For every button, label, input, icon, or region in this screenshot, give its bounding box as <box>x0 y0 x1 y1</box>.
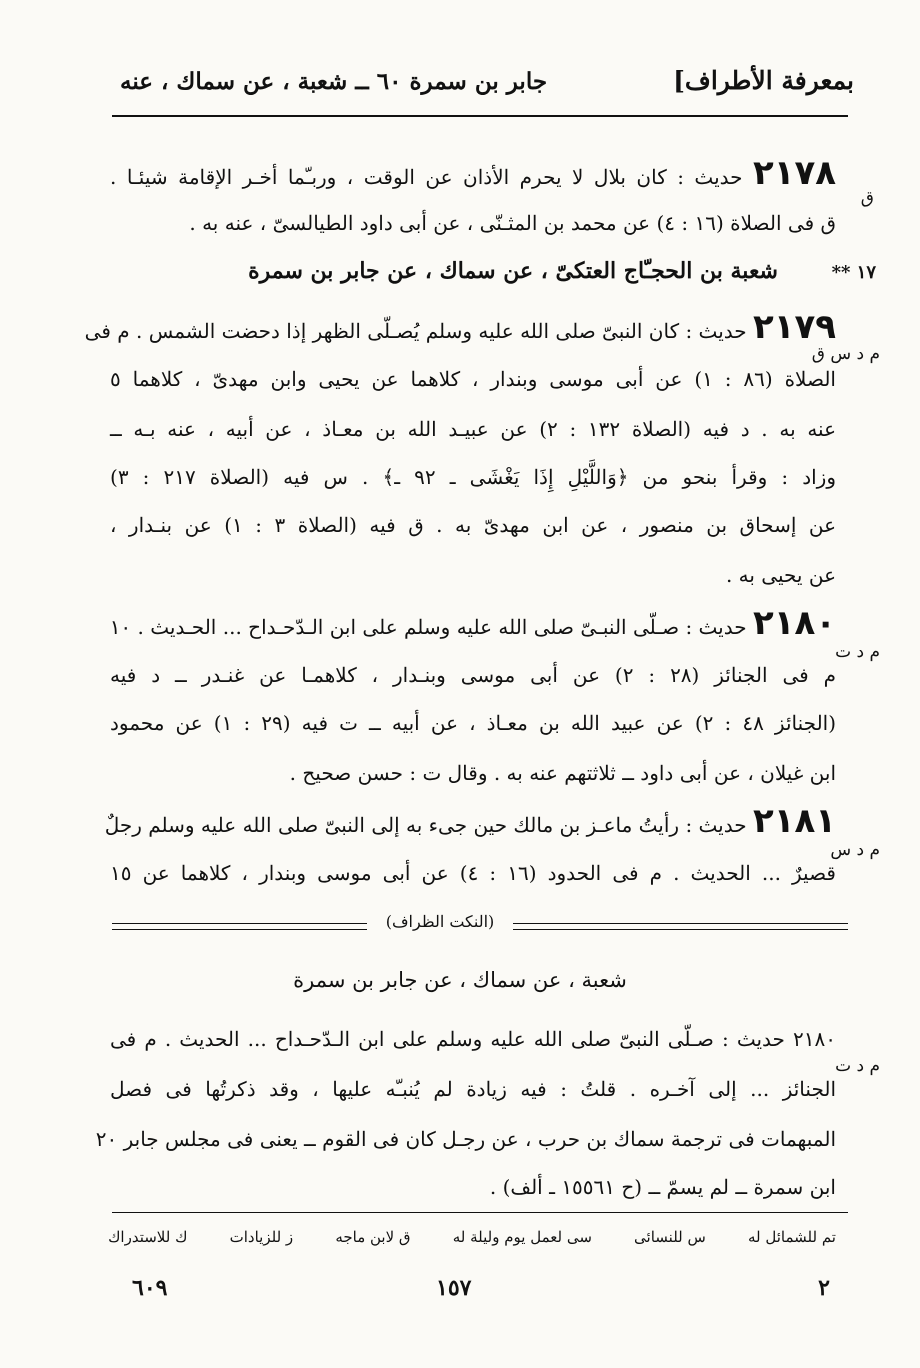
hadith-2181-sigla: م د س <box>830 840 880 860</box>
hadith-2178-sigla: ق <box>860 188 874 208</box>
hadith-2180-line-2: م فى الجنائز (٢٨ : ٢) عن أبى موسى وبنـدار ، كلاهمـا عن غنـدر ــ د فيه <box>110 663 837 687</box>
hadith-number: ٢١٨١ <box>752 801 836 841</box>
header-book-title: بمعرفة الأطراف] <box>673 66 854 95</box>
hadith-2179-sigla: م د س ق <box>811 344 880 364</box>
hadith-text: حديث : رأيتُ ماعـز بن مالك حين جىء به إلى النبىّ صلى الله عليه وسلم رجلٌ <box>104 813 747 837</box>
hadith-text: حديث : كان النبىّ صلى الله عليه وسلم يُصـلّى الظهر إذا دحضت الشمس . م فى <box>84 319 747 343</box>
nukat-sigla: م د ت <box>835 1056 880 1076</box>
hadith-2180-sigla: م د ت <box>835 642 880 662</box>
nukat-line-1: ٢١٨٠ حديث : صـلّى النبىّ صلى الله عليه وسلم على ابن الـدّحـداح ... الحديث . م فى <box>110 1027 836 1051</box>
nukat-divider <box>112 910 848 940</box>
hadith-2179-line-5: عن إسحاق بن منصور ، عن ابن مهدىّ به . ق فيه (الصلاة ٣ : ١) عن بنـدار ، <box>110 513 837 537</box>
hadith-2181-line-2: قصيرٌ ... الحديث . م فى الحدود (١٦ : ٤) عن أبى موسى وبندار ، كلاهما عن ١٥ <box>110 861 836 885</box>
nukat-line-3: المبهمات فى ترجمة سماك بن حرب ، عن رجـل كان فى القوم ــ يعنى فى مجلس جابر ٢٠ <box>95 1127 836 1151</box>
abbrev-item: تم للشمائل له <box>747 1228 836 1246</box>
hadith-text: حديث : صـلّى النبـىّ صلى الله عليه وسلم على ابن الـدّحـداح ... الحـديث . ١٠ <box>109 615 747 639</box>
hadith-2179-line-2: الصلاة (٨٦ : ١) عن أبى موسى وبندار ، كلاهما عن يحيى وابن مهدىّ ، كلاهما ٥ <box>110 367 836 391</box>
hadith-text: حديث : كان بلال لا يحرم الأذان عن الوقت ، وربـّما أخـر الإقامة شيئـا . <box>110 165 743 189</box>
abbrev-item: س للنسائى <box>634 1228 706 1246</box>
header-rule <box>112 115 848 117</box>
nukat-line-4: ابن سمرة ــ لم يسمّ ــ (ح ١٥٥٦١ ـ ألف) . <box>489 1175 836 1199</box>
nukat-subheading: شعبة ، عن سماك ، عن جابر بن سمرة <box>293 968 627 992</box>
page-number: ١٥٧ <box>436 1275 472 1301</box>
hadith-2178-line-2: ق فى الصلاة (١٦ : ٤) عن محمد بن المثـنّى ، عن أبى داود الطيالسىّ ، عنه به . <box>189 211 836 235</box>
hadith-2179-line-4: وزاد : وقرأ بنحو من ﴿وَاللَّيْلِ إِذَا يَغْشَى ـ ٩٢ ـ﴾ . س فيه (الصلاة ٢١٧ : ٣) <box>110 465 837 489</box>
abbreviation-legend <box>108 1228 836 1246</box>
volume-number: ٢ <box>818 1275 830 1301</box>
nukat-label: (النكت الظراف) <box>385 912 495 931</box>
abbrev-item: ز للزيادات <box>229 1228 294 1246</box>
hadith-number: ٢١٧٩ <box>752 307 836 347</box>
hadith-number: ٢١٧٨ <box>752 153 836 193</box>
hadith-2181-line-1 <box>104 801 836 841</box>
abbrev-item: سى لعمل يوم وليلة له <box>452 1228 592 1246</box>
hadith-2179-line-6: عن يحيى به . <box>725 563 836 587</box>
header-section-title: جابر بن سمرة ٦٠ ــ شعبة ، عن سماك ، عنه <box>120 68 548 95</box>
hadith-2179-line-1 <box>84 307 836 347</box>
divider-line-left <box>112 923 367 930</box>
abbrev-item: ق لابن ماجه <box>335 1228 411 1246</box>
hadith-number: ٢١٨٠ <box>752 603 836 643</box>
hadith-2178-line-1 <box>110 153 836 193</box>
divider-line-right <box>513 923 848 930</box>
hadith-2180-line-4: ابن غيلان ، عن أبى داود ــ ثلاثتهم عنه به . وقال ت : حسن صحيح . <box>289 761 836 785</box>
hadith-2179-line-3: عنه به . د فيه (الصلاة ١٣٢ : ٢) عن عبيـد الله بن معـاذ ، عن أبيه ، عنه بـه ــ <box>110 417 837 441</box>
hadith-2180-line-3: (الجنائز ٤٨ : ٢) عن عبيد الله بن معـاذ ، عن أبيه ــ ت فيه (٢٩ : ١) عن محمود <box>110 711 837 735</box>
footnote-rule <box>112 1212 848 1213</box>
section-title: شعبة بن الحجـّاج العتكىّ ، عن سماك ، عن جابر بن سمرة <box>248 258 778 284</box>
nukat-line-2: الجنائز ... إلى آخـره . قلتُ : فيه زيادة لم يُنبـّه عليها ، وقد ذكرتُها فى فصل <box>110 1077 836 1101</box>
hadith-2180-line-1 <box>109 603 836 643</box>
global-page-number: ٦٠٩ <box>132 1275 168 1301</box>
abbrev-item: ك للاستدراك <box>108 1228 188 1246</box>
section-margin-number: ١٧ ** <box>831 262 876 283</box>
